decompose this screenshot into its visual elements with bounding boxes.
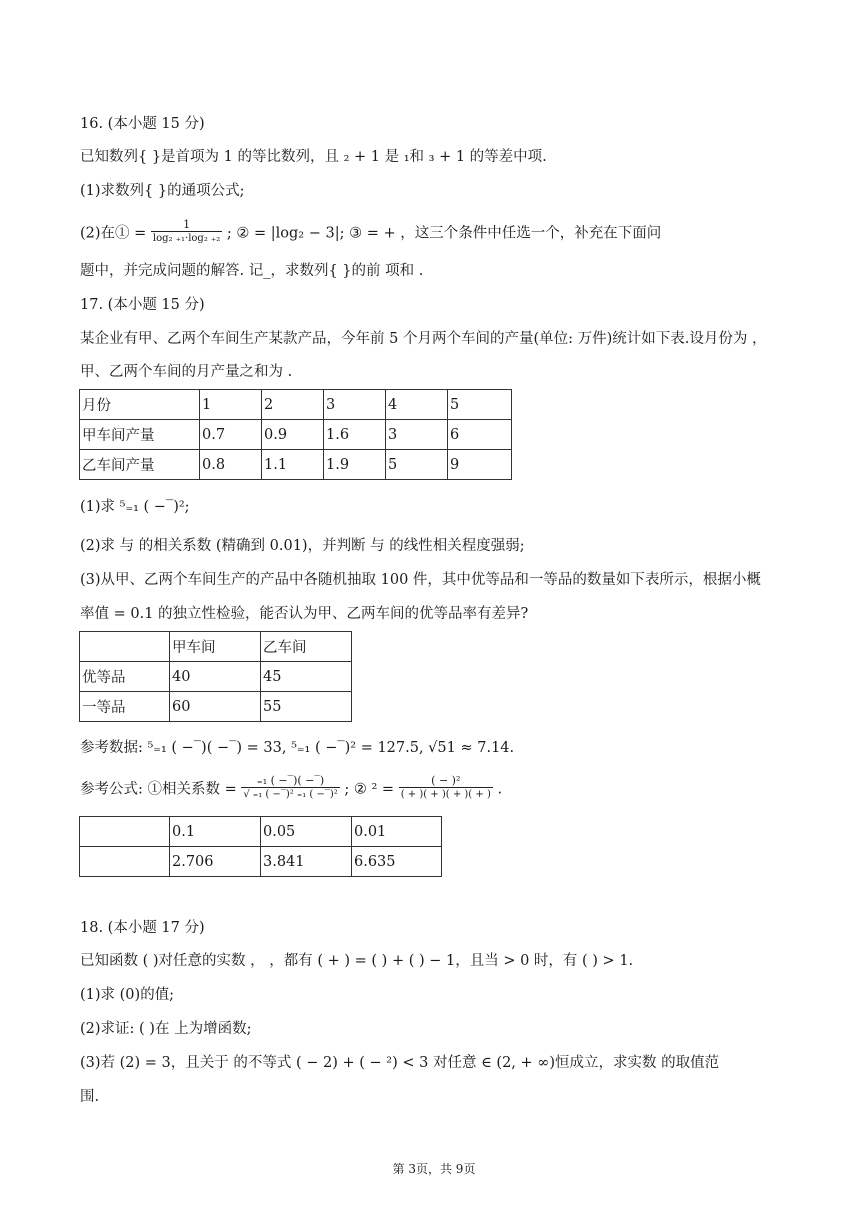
q17-part3-line2: 率值 = 0.1 的独立性检验，能否认为甲、乙两车间的优等品率有差异? [80,606,529,622]
table-cell: 2 [262,390,324,420]
table-cell: 5 [386,450,448,480]
q16-part2 [80,220,661,247]
q18-stem: 已知函数 ( )对任意的实数 ， ，都有 ( + ) = ( ) + ( ) − 1，且当 > 0 时，有 ( ) > 1. [80,953,634,969]
q16-title: 16. (本小题 15 分) [80,116,205,132]
table-cell: 1.1 [262,450,324,480]
table-cell [80,817,170,847]
table-cell: 40 [170,662,261,692]
table-cell: 4 [386,390,448,420]
q17-title: 17. (本小题 15 分) [80,297,205,313]
q18-title: 18. (本小题 17 分) [80,920,205,936]
table-cell [80,847,170,877]
critical-value-table [79,816,442,877]
table-cell: 45 [261,662,352,692]
q17-formula-r [241,774,339,801]
q17-formula-chi-den: ( + )( + )( + )( + ) [400,789,491,800]
q17-stem1: 某企业有甲、乙两个车间生产某款产品，今年前 5 个月两个车间的产量(单位: 万件)统计如下表.设月份为 ， [80,331,767,347]
table-row [80,632,352,662]
table-cell: 0.7 [200,420,262,450]
q16-part2-suffix: ; ② = |log₂ − 3|; ③ = + ，这三个条件中任选一个，补充在下面问 [226,225,662,242]
quality-table [79,631,352,722]
q17-ref-formula: 参考公式: ①相关系数 = $\frac{\text{₌₁ ( −‾)( −‾)}}{\text{√ ₌₁ ( −‾)² ₌₁ ( −‾)²}}$ ; ② ² = $\frac{\text{( − )²}}{( + )( + )( + )( + )}$ . [80,774,503,800]
q16-part2-line2: 题中，并完成问题的解答. 记_，求数列{ }的前 项和 . [80,263,424,279]
table-row [80,662,352,692]
q17-stem2: 甲、乙两个车间的月产量之和为 . [80,364,293,380]
table-cell: 月份 [80,390,200,420]
table-cell: 6.635 [352,847,442,877]
q17-formula-chi-num: ( − )² [399,774,493,788]
table-cell: 55 [261,692,352,722]
table-cell: 乙车间产量 [80,450,200,480]
table-cell: 5 [448,390,512,420]
table-row [80,817,442,847]
q16-part2-prefix: (2)在① = [80,225,147,242]
table-cell: 乙车间 [261,632,352,662]
table-cell: 6 [448,420,512,450]
table-cell: 3 [386,420,448,450]
table-cell: 0.01 [352,817,442,847]
table-cell: 优等品 [80,662,170,692]
table-row [80,692,352,722]
production-table [79,389,512,480]
q16-stem: 已知数列{ }是首项为 1 的等比数列，且 ₂ + 1 是 ₁和 ₃ + 1 的等差中项. [80,149,547,165]
q17-part2: (2)求 与 的相关系数 (精确到 0.01)，并判断 与 的线性相关程度强弱; [80,538,525,554]
table-cell: 甲车间产量 [80,420,200,450]
q16-fraction [151,218,222,245]
q17-part1: (1)求 ⁵₌₁ ( −‾)²; [80,499,190,515]
q17-part3-line1: (3)从甲、乙两个车间生产的产品中各随机抽取 100 件，其中优等品和一等品的数量如下表所示，根据小概 [80,572,761,588]
q16-fraction-num: 1 [151,218,222,232]
table-row [80,847,442,877]
q17-ref-data: 参考数据: ⁵₌₁ ( −‾)( −‾) = 33, ⁵₌₁ ( −‾)² = 127.5, √51 ≈ 7.14. [80,740,515,756]
table-cell: 1.9 [324,450,386,480]
q17-ref-formula-prefix: 参考公式: ①相关系数 = [80,781,237,798]
q17-ref-formula-mid: ; ② ² = [344,781,395,798]
table-cell: 9 [448,450,512,480]
q17-formula-r-num: ₌₁ ( −‾)( −‾) [241,774,339,788]
table-cell: 3.841 [261,847,352,877]
table-row [80,450,512,480]
table-row [80,390,512,420]
table-cell: 一等品 [80,692,170,722]
page-footer: 第 3页，共 9页 [392,1162,476,1176]
table-cell: 3 [324,390,386,420]
table-cell: 0.9 [262,420,324,450]
q16-part1: (1)求数列{ }的通项公式; [80,183,245,199]
q18-part2: (2)求证: ( )在 上为增函数; [80,1021,252,1037]
table-cell: 0.1 [170,817,261,847]
table-cell: 0.05 [261,817,352,847]
q18-part3-line1: (3)若 (2) = 3，且关于 的不等式 ( − 2) + ( − ²) < 3 对任意 ∈ (2, + ∞)恒成立，求实数 的取值范 [80,1055,720,1071]
table-cell: 60 [170,692,261,722]
table-cell [80,632,170,662]
q18-part3-line2: 围. [80,1089,100,1105]
table-cell: 1.6 [324,420,386,450]
q17-formula-r-den: √ ₌₁ ( −‾)² ₌₁ ( −‾)² [243,789,338,800]
table-cell: 甲车间 [170,632,261,662]
q17-formula-chi [399,774,493,801]
q18-part1: (1)求 (0)的值; [80,987,175,1003]
table-cell: 0.8 [200,450,262,480]
q16-fraction-den: log₂ ₊₁·log₂ ₊₂ [152,233,221,244]
table-row [80,420,512,450]
table-cell: 2.706 [170,847,261,877]
table-cell: 1 [200,390,262,420]
